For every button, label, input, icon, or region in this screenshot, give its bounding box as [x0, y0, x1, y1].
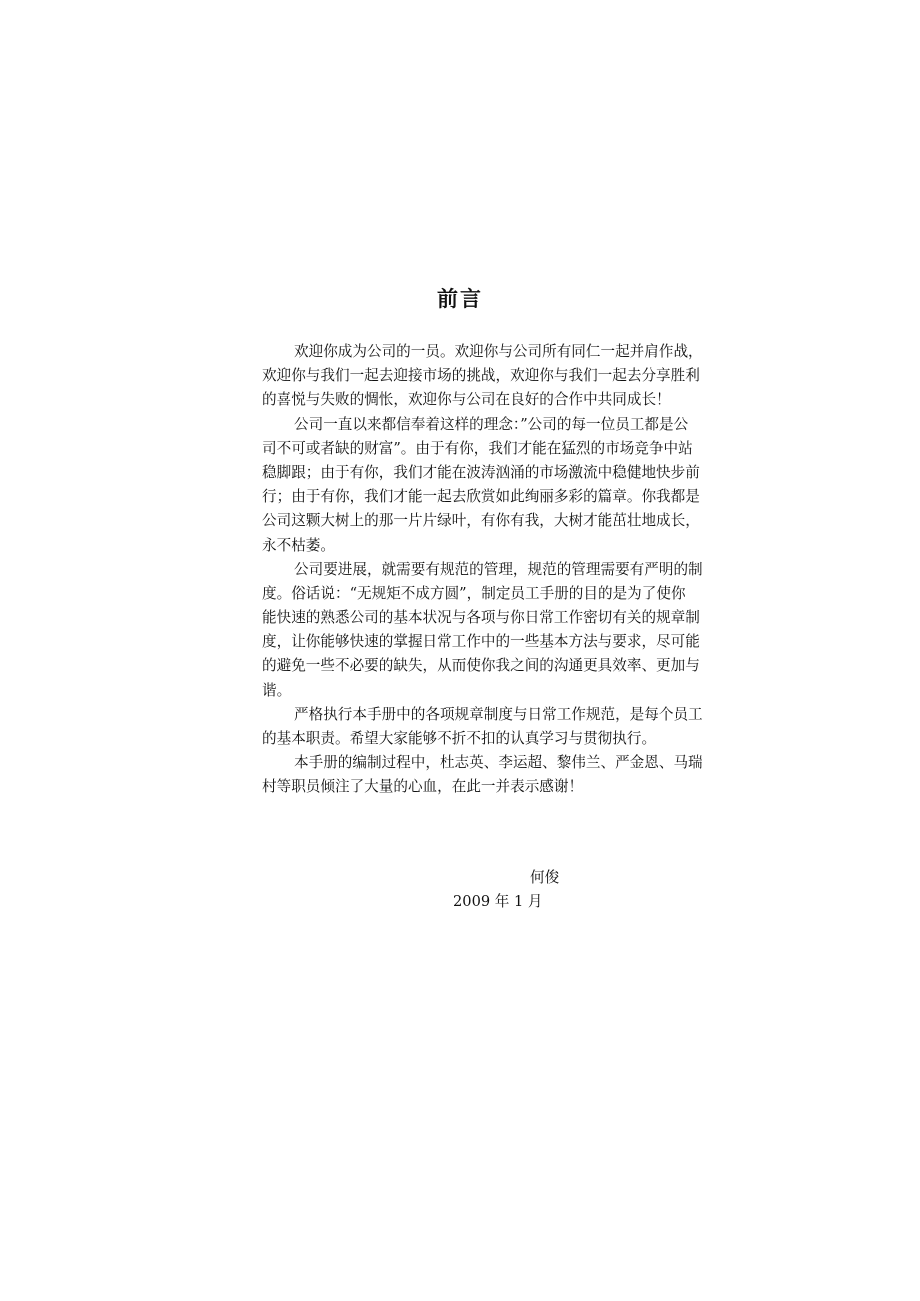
text-line: 欢迎你成为公司的一员。欢迎你与公司所有同仁一起并肩作战，	[294, 343, 703, 360]
paragraph-duty	[262, 703, 740, 751]
text-line: 的喜悦与失败的惆怅，欢迎你与公司在良好的合作中共同成长！	[262, 391, 671, 409]
author-signature: 何俊	[530, 869, 560, 886]
text-line: 司不可或者缺的财富”。由于有你，我们才能在猛烈的市场竞争中站	[262, 439, 693, 457]
paragraph-philosophy	[262, 413, 740, 558]
text-line: 度，让你能够快速的掌握日常工作中的一些基本方法与要求，尽可能	[262, 633, 700, 651]
text-line: 永不枯萎。	[262, 536, 335, 554]
text-line: 能快速的熟悉公司的基本状况与各项与你日常工作密切有关的规章制	[262, 609, 700, 627]
paragraph-purpose	[262, 558, 740, 703]
text-line: 村等职员倾注了大量的心血，在此一并表示感谢！	[262, 778, 584, 796]
text-line: 行；由于有你，我们才能一起去欣赏如此绚丽多彩的篇章。你我都是	[262, 488, 700, 506]
preface-body	[262, 340, 740, 800]
text-line: 欢迎你与我们一起去迎接市场的挑战，欢迎你与我们一起去分享胜利	[262, 367, 700, 385]
text-line: 的基本职责。希望大家能够不折不扣的认真学习与贯彻执行。	[262, 730, 657, 747]
paragraph-welcome	[262, 340, 740, 413]
text-line: 度。俗话说：“无规矩不成方圆”，制定员工手册的目的是为了使你	[262, 584, 686, 602]
text-line: 公司要进展，就需要有规范的管理，规范的管理需要有严明的制	[294, 560, 703, 578]
text-line: 公司一直以来都信奉着这样的理念：”公司的每一位员工都是公	[294, 415, 689, 433]
text-line: 稳脚跟；由于有你，我们才能在波涛汹涌的市场激流中稳健地快步前	[262, 463, 700, 481]
text-line: 本手册的编制过程中，杜志英、李运超、黎伟兰、严金恩、马瑞	[294, 754, 703, 772]
document-date: 2009 年 1 月	[453, 893, 543, 910]
text-line: 的避免一些不必要的缺失，从而使你我之间的沟通更具效率、更加与	[262, 657, 700, 675]
text-line: 公司这颗大树上的那一片片绿叶，有你有我，大树才能茁壮地成长，	[262, 512, 700, 530]
text-line: 谐。	[262, 681, 292, 699]
paragraph-acknowledgement	[262, 751, 740, 799]
page-title: 前言	[437, 287, 483, 311]
text-line: 严格执行本手册中的各项规章制度与日常工作规范，是每个员工	[294, 705, 703, 723]
